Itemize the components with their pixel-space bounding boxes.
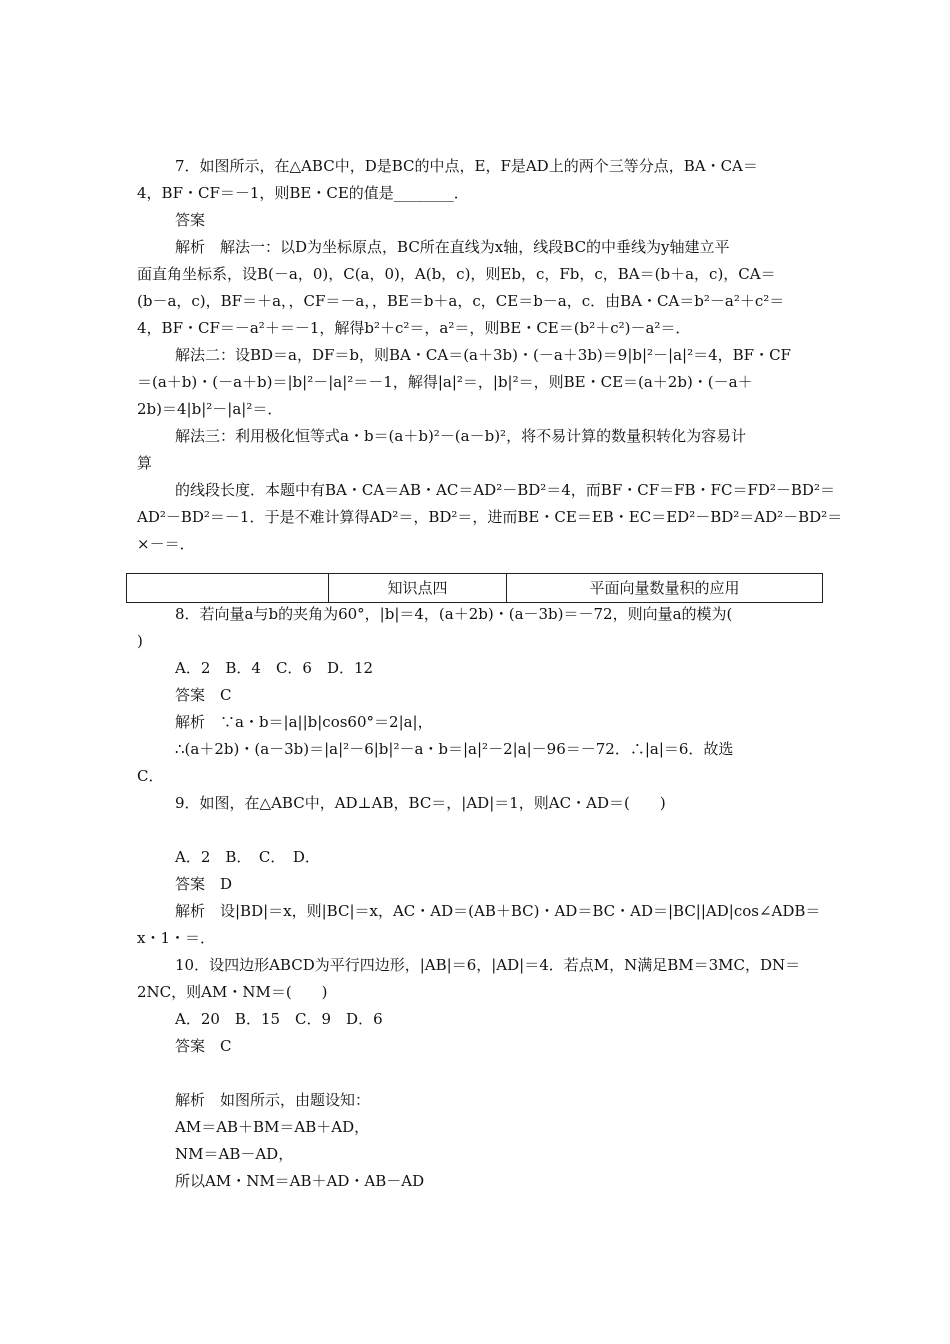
q7-text-line: 解析 解法一：以D为坐标原点，BC所在直线为x轴，线段BC的中垂线为y轴建立平: [175, 238, 730, 256]
q7-text-line: 2b)＝4|b|²－|a|²＝．: [137, 400, 283, 418]
q8-10-text-line: AM＝AB＋BM＝AB＋AD，: [175, 1118, 370, 1136]
q7-text-line: 的线段长度．本题中有BA・CA＝AB・AC＝AD²－BD²＝4，而BF・CF＝FB・FC＝FD²－BD²＝: [175, 481, 835, 499]
q8-10-text-line: ): [137, 632, 143, 650]
q8-10-text-line: NM＝AB－AD，: [175, 1145, 294, 1163]
q8-10-text-line: 8．若向量a与b的夹角为60°，|b|＝4，(a＋2b)・(a－3b)＝－72，则向量a的模为(: [175, 605, 733, 623]
q7-text-line: 算: [137, 454, 153, 472]
q8-10-text-line: 解析 ∵a・b＝|a||b|cos60°＝2|a|，: [175, 713, 433, 731]
q7-text-line: ＝(a＋b)・(－a＋b)＝|b|²－|a|²＝－1，解得|a|²＝，|b|²＝，则BE・CE＝(a＋2b)・(－a＋: [137, 373, 753, 391]
q7-text-line: (b－a，c)，BF＝＋a，，CF＝－a，，BE＝b＋a，c，CE＝b－a，c．由BA・CA＝b²－a²＋c²＝: [137, 292, 785, 310]
q7-text-line: 4，BF・CF＝－a²＋＝－1，解得b²＋c²＝，a²＝，则BE・CE＝(b²＋c²)－a²＝．: [137, 319, 691, 337]
knowledge-point-table: [126, 573, 823, 603]
q8-10-text-line: 解析 如图所示，由题设知：: [175, 1091, 371, 1109]
q8-10-text-line: C．: [137, 767, 164, 785]
q8-10-text-line: x・1・＝．: [137, 929, 216, 947]
q8-10-text-line: 9．如图，在△ABC中，AD⊥AB，BC＝，|AD|＝1，则AC・AD＝( ): [175, 794, 666, 812]
table-cell-empty: [127, 574, 329, 602]
q8-10-text-line: [137, 1060, 813, 1087]
q7-text-line: 答案: [175, 211, 206, 229]
q8-10-text-line: 答案 D: [175, 875, 233, 893]
problems-8-10-block: [137, 601, 821, 1195]
q7-text-line: 4，BF・CF＝－1，则BE・CE的值是________．: [137, 184, 469, 202]
q8-10-text-line: 解析 设|BD|＝x，则|BC|＝x，AC・AD＝(AB＋BC)・AD＝BC・AD＝|BC||AD|cos∠ADB＝: [175, 902, 821, 920]
table-cell-knowledge-point: 知识点四: [329, 574, 507, 602]
problem-7-block: [137, 153, 843, 558]
q7-text-line: 解法三：利用极化恒等式a・b＝(a＋b)²－(a－b)²，将不易计算的数量积转化为容易计: [175, 427, 747, 445]
q8-10-text-line: A．2 B．4 C．6 D．12: [175, 659, 374, 677]
q8-10-text-line: A．2 B． C． D．: [175, 848, 320, 866]
q8-10-text-line: [137, 817, 813, 844]
q8-10-text-line: 答案 C: [175, 1037, 232, 1055]
q7-text-line: 面直角坐标系，设B(－a，0)，C(a，0)，A(b，c)，则Eb，c，Fb，c，BA＝(b＋a，c)，CA＝: [137, 265, 776, 283]
q8-10-text-line: 所以AM・NM＝AB＋AD・AB－AD: [175, 1172, 425, 1190]
q7-text-line: 解法二：设BD＝a，DF＝b，则BA・CA＝(a＋3b)・(－a＋3b)＝9|b|²－|a|²＝4，BF・CF: [175, 346, 791, 364]
q8-10-text-line: ∴(a＋2b)・(a－3b)＝|a|²－6|b|²－a・b＝|a|²－2|a|－96＝－72．∴|a|＝6．故选: [175, 740, 734, 758]
q7-text-line: 7．如图所示，在△ABC中，D是BC的中点，E，F是AD上的两个三等分点，BA・CA＝: [175, 157, 758, 175]
q8-10-text-line: 答案 C: [175, 686, 232, 704]
q7-text-line: ×－＝．: [137, 535, 195, 553]
q8-10-text-line: 10．设四边形ABCD为平行四边形，|AB|＝6，|AD|＝4．若点M，N满足BM＝3MC，DN＝: [175, 956, 801, 974]
q7-text-line: AD²－BD²＝－1．于是不难计算得AD²＝，BD²＝，进而BE・CE＝EB・EC＝ED²－BD²＝AD²－BD²＝: [137, 508, 843, 526]
q8-10-text-line: A．20 B．15 C．9 D．6: [175, 1010, 383, 1028]
table-cell-topic: 平面向量数量积的应用: [589, 578, 740, 597]
q8-10-text-line: 2NC，则AM・NM＝( ): [137, 983, 328, 1001]
